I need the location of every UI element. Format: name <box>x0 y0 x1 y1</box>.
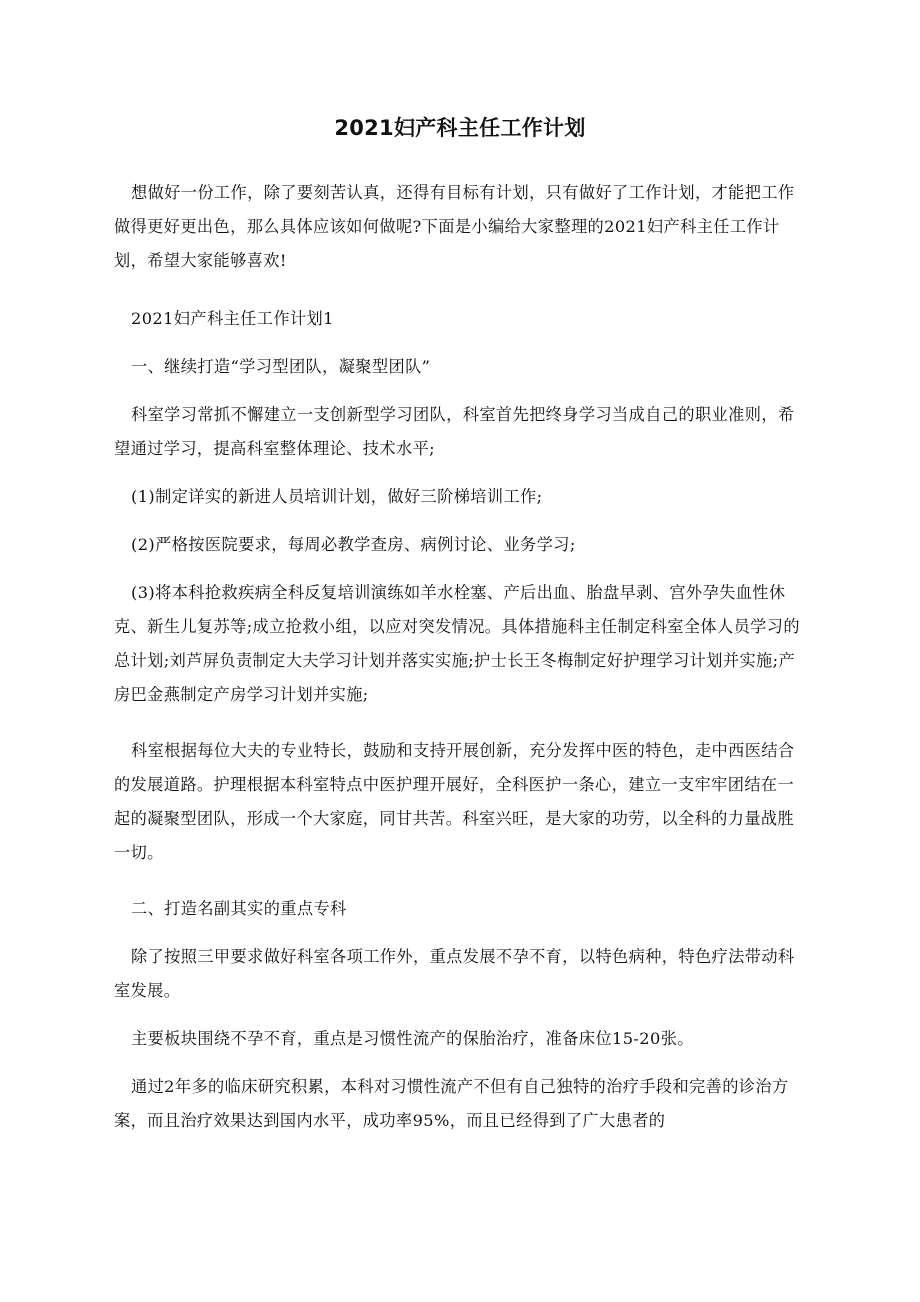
paragraph-heading-1: 一、继续打造“学习型团队，凝聚型团队” <box>131 357 431 376</box>
paragraph-item-2: (2)严格按医院要求，每周必教学查房、病例讨论、业务学习; <box>131 535 576 554</box>
paragraph-learning: 科室学习常抓不懈建立一支创新型学习团队，科室首先把终身学习当成自己的职业准则，希望通过学习，提高科室整体理论、技术水平; <box>114 405 795 458</box>
paragraph-subtitle: 2021妇产科主任工作计划1 <box>131 309 334 328</box>
paragraph-item-1: (1)制定详实的新进人员培训计划，做好三阶梯培训工作; <box>131 487 543 506</box>
paragraph-item-3: (3)将本科抢救疾病全科反复培训演练如羊水栓塞、产后出血、胎盘早剥、宫外孕失血性休克、新生儿复苏等;成立抢救小组，以应对突发情况。具体措施科主任制定科室全体人员学习的总计划;刘芦屏负责制定大夫学习计划并落实实施;护士长王冬梅制定好护理学习计划并实施;产房巴金燕制定产房学习计划并实施; <box>114 583 800 704</box>
paragraph-specialty: 除了按照三甲要求做好科室各项工作外，重点发展不孕不育，以特色病种，特色疗法带动科室发展。 <box>114 947 795 1000</box>
paragraph-heading-2: 二、打造名副其实的重点专科 <box>131 899 347 918</box>
document-title: 2021妇产科主任工作计划 <box>334 116 586 140</box>
paragraph-team: 科室根据每位大夫的专业特长，鼓励和支持开展创新，充分发挥中医的特色，走中西医结合的发展道路。护理根据本科室特点中医护理开展好，全科医护一条心，建立一支牢牢团结在一起的凝聚型团队，形成一个大家庭，同甘共苦。科室兴旺，是大家的功劳，以全科的力量战胜一切。 <box>114 741 795 862</box>
paragraph-research: 通过2年多的临床研究积累，本科对习惯性流产不但有自己独特的治疗手段和完善的诊治方案，而且治疗效果达到国内水平，成功率95%，而且已经得到了广大患者的 <box>114 1077 789 1130</box>
paragraph-focus: 主要板块围绕不孕不育，重点是习惯性流产的保胎治疗，准备床位15-20张。 <box>131 1029 694 1048</box>
paragraph-intro: 想做好一份工作，除了要刻苦认真，还得有目标有计划，只有做好了工作计划，才能把工作做得更好更出色，那么具体应该如何做呢?下面是小编给大家整理的2021妇产科主任工作计划，希望大家能够喜欢! <box>114 183 795 270</box>
